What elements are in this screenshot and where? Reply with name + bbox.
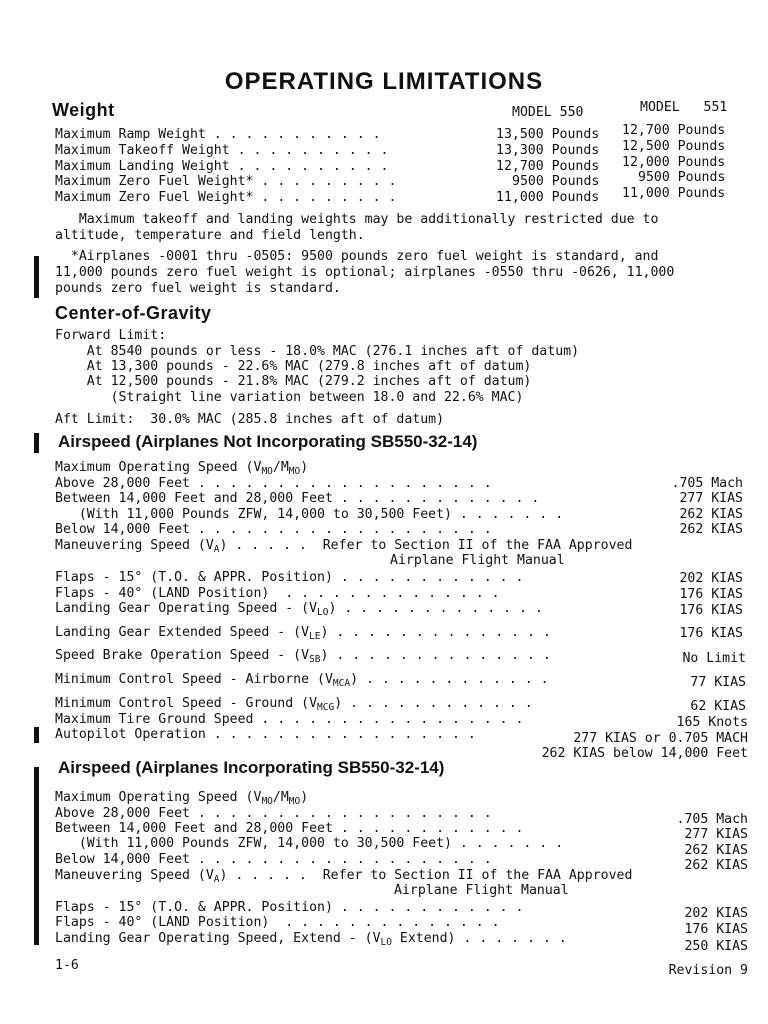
weight-footnote: pounds zero fuel weight is standard. bbox=[55, 281, 341, 296]
speed-row-value: 277 KIAS bbox=[679, 491, 743, 506]
speed-row-label: (With 11,000 Pounds ZFW, 14,000 to 30,500 Feet) . . . . . . . bbox=[55, 507, 564, 522]
model-550-header: MODEL 550 bbox=[512, 105, 584, 120]
weight-value-551: 9500 Pounds bbox=[638, 170, 726, 185]
weight-value-550: 13,500 Pounds bbox=[496, 127, 600, 142]
weight-label: Maximum Zero Fuel Weight* . . . . . . . . . bbox=[55, 190, 397, 205]
weight-value-551: 11,000 Pounds bbox=[622, 186, 726, 201]
speed-row-value: 262 KIAS bbox=[684, 843, 748, 858]
cg-forward-label: Forward Limit: bbox=[55, 328, 167, 343]
speed-row-label: Between 14,000 Feet and 28,000 Feet . . . . . . . . . . . . . bbox=[55, 491, 540, 506]
weight-value-550: 13,300 Pounds bbox=[496, 143, 600, 158]
speed-row-label: Landing Gear Extended Speed - $(V_{LE})$ . . . . . . . . . . . . . . bbox=[55, 625, 551, 642]
speed-row-value: 176 KIAS bbox=[684, 922, 748, 937]
weight-label: Maximum Takeoff Weight . . . . . . . . . . bbox=[55, 143, 389, 158]
revision-bar bbox=[34, 256, 39, 298]
speed-row-label: Flaps - 15° (T.O. & APPR. Position) . . . . . . . . . . . . bbox=[55, 900, 524, 915]
maneuvering-speed-row: Maneuvering Speed $(V_A)$ . . . . . Refer to Section II of the FAA Approved bbox=[55, 868, 633, 885]
cg-aft-limit: Aft Limit: 30.0% MAC (285.8 inches aft of datum) bbox=[55, 412, 445, 427]
speed-row-label: Maximum Tire Ground Speed . . . . . . . . . . . . . . . . . bbox=[55, 712, 524, 727]
cg-line: (Straight line variation between 18.0 and 22.6% MAC) bbox=[55, 390, 524, 405]
page-title: OPERATING LIMITATIONS bbox=[224, 68, 544, 95]
speed-row-value: 262 KIAS bbox=[684, 858, 748, 873]
speed-row-value: 176 KIAS bbox=[679, 626, 743, 641]
cg-line: At 8540 pounds or less - 18.0% MAC (276.1 inches aft of datum) bbox=[55, 344, 580, 359]
vmo-label: Maximum Operating Speed $(V_{MO}/M_{MO})$ bbox=[55, 460, 309, 477]
maneuvering-speed-ref: Airplane Flight Manual bbox=[394, 883, 569, 898]
revision-bar bbox=[34, 433, 39, 453]
speed-row-value: 165 Knots bbox=[676, 715, 748, 730]
speed-row-label: Below 14,000 Feet . . . . . . . . . . . . . . . . . . . bbox=[55, 522, 492, 537]
weight-footnote: *Airplanes -0001 thru -0505: 9500 pounds zero fuel weight is standard, and bbox=[55, 249, 659, 264]
cg-line: At 13,300 pounds - 22.6% MAC (279.8 inches aft of datum) bbox=[55, 359, 532, 374]
weight-value-551: 12,000 Pounds bbox=[622, 155, 726, 170]
speed-row-value: 176 KIAS bbox=[679, 603, 743, 618]
speed-row-value: .705 Mach bbox=[671, 476, 743, 491]
speed-row-label: Landing Gear Operating Speed, Extend - ($V_{LO}$ Extend) . . . . . . . bbox=[55, 931, 567, 948]
speed-row-label: Autopilot Operation . . . . . . . . . . . . . . . . . bbox=[55, 727, 476, 742]
speed-row-label: Flaps - 15° (T.O. & APPR. Position) . . . . . . . . . . . . bbox=[55, 570, 524, 585]
speed-row-label: Between 14,000 Feet and 28,000 Feet . . . . . . . . . . . . bbox=[55, 821, 524, 836]
weight-value-551: 12,700 Pounds bbox=[622, 123, 726, 138]
vmo-label: Maximum Operating Speed $(V_{MO}/M_{MO})$ bbox=[55, 790, 309, 807]
speed-row-value: 202 KIAS bbox=[679, 571, 743, 586]
cg-line: At 12,500 pounds - 21.8% MAC (279.2 inches aft of datum) bbox=[55, 374, 532, 389]
weight-label: Maximum Zero Fuel Weight* . . . . . . . . . bbox=[55, 174, 397, 189]
speed-row-label: Flaps - 40° (LAND Position) . . . . . . . . . . . . . . bbox=[55, 915, 500, 930]
speed-row-label: Landing Gear Operating Speed - $(V_{LO})$ . . . . . . . . . . . . . bbox=[55, 601, 543, 618]
weight-heading: Weight bbox=[52, 100, 115, 120]
weight-value-550: 11,000 Pounds bbox=[496, 190, 600, 205]
airspeed-not-incorporating-heading: Airspeed (Airplanes Not Incorporating SB550-32-14) bbox=[58, 432, 478, 451]
speed-row-value: 277 KIAS bbox=[684, 827, 748, 842]
weight-note: Maximum takeoff and landing weights may be additionally restricted due to bbox=[55, 212, 659, 227]
weight-note: altitude, temperature and field length. bbox=[55, 228, 365, 243]
weight-label: Maximum Landing Weight . . . . . . . . . . bbox=[55, 159, 389, 174]
speed-row-value: 262 KIAS below 14,000 Feet bbox=[541, 746, 748, 761]
speed-row-value: 202 KIAS bbox=[684, 906, 748, 921]
speed-row-value: 277 KIAS or 0.705 MACH bbox=[573, 731, 748, 746]
speed-row-label: Above 28,000 Feet . . . . . . . . . . . . . . . . . . . bbox=[55, 806, 492, 821]
speed-row-label: (With 11,000 Pounds ZFW, 14,000 to 30,500 Feet) . . . . . . . bbox=[55, 836, 564, 851]
speed-row-value: .705 Mach bbox=[676, 812, 748, 827]
speed-row-value: 62 KIAS bbox=[690, 699, 746, 714]
weight-footnote: 11,000 pounds zero fuel weight is optional; airplanes -0550 thru -0626, 11,000 bbox=[55, 265, 675, 280]
speed-row-value: 262 KIAS bbox=[679, 522, 743, 537]
cg-heading: Center-of-Gravity bbox=[55, 303, 212, 323]
speed-row-label: Minimum Control Speed - Ground $(V_{MCG})$ . . . . . . . . . . . . bbox=[55, 696, 533, 713]
weight-value-550: 12,700 Pounds bbox=[496, 159, 600, 174]
speed-row-value: 262 KIAS bbox=[679, 507, 743, 522]
model-551-header: MODEL 551 bbox=[640, 100, 728, 115]
speed-row-value: No Limit bbox=[682, 651, 746, 666]
speed-row-value: 250 KIAS bbox=[684, 939, 748, 954]
page-number: 1-6 bbox=[55, 958, 79, 973]
airspeed-incorporating-heading: Airspeed (Airplanes Incorporating SB550-32-14) bbox=[58, 758, 445, 777]
speed-row-label: Below 14,000 Feet . . . . . . . . . . . . . . . . . . . bbox=[55, 852, 492, 867]
revision-label: Revision 9 bbox=[668, 963, 748, 978]
revision-bar bbox=[34, 727, 39, 743]
maneuvering-speed-row: Maneuvering Speed $(V_A)$ . . . . . Refer to Section II of the FAA Approved bbox=[55, 538, 633, 555]
maneuvering-speed-ref: Airplane Flight Manual bbox=[390, 553, 565, 568]
weight-label: Maximum Ramp Weight . . . . . . . . . . . bbox=[55, 127, 381, 142]
speed-row-value: 77 KIAS bbox=[690, 675, 746, 690]
speed-row-label: Flaps - 40° (LAND Position) . . . . . . . . . . . . . . bbox=[55, 586, 500, 601]
weight-value-551: 12,500 Pounds bbox=[622, 139, 726, 154]
speed-row-label: Minimum Control Speed - Airborne $(V_{MCA})$ . . . . . . . . . . . . bbox=[55, 672, 549, 689]
speed-row-value: 176 KIAS bbox=[679, 587, 743, 602]
weight-value-550: 9500 Pounds bbox=[512, 174, 600, 189]
speed-row-label: Above 28,000 Feet . . . . . . . . . . . . . . . . . . . bbox=[55, 476, 492, 491]
revision-bar bbox=[34, 767, 39, 945]
speed-row-label: Speed Brake Operation Speed - $(V_{SB})$ . . . . . . . . . . . . . . bbox=[55, 648, 551, 665]
